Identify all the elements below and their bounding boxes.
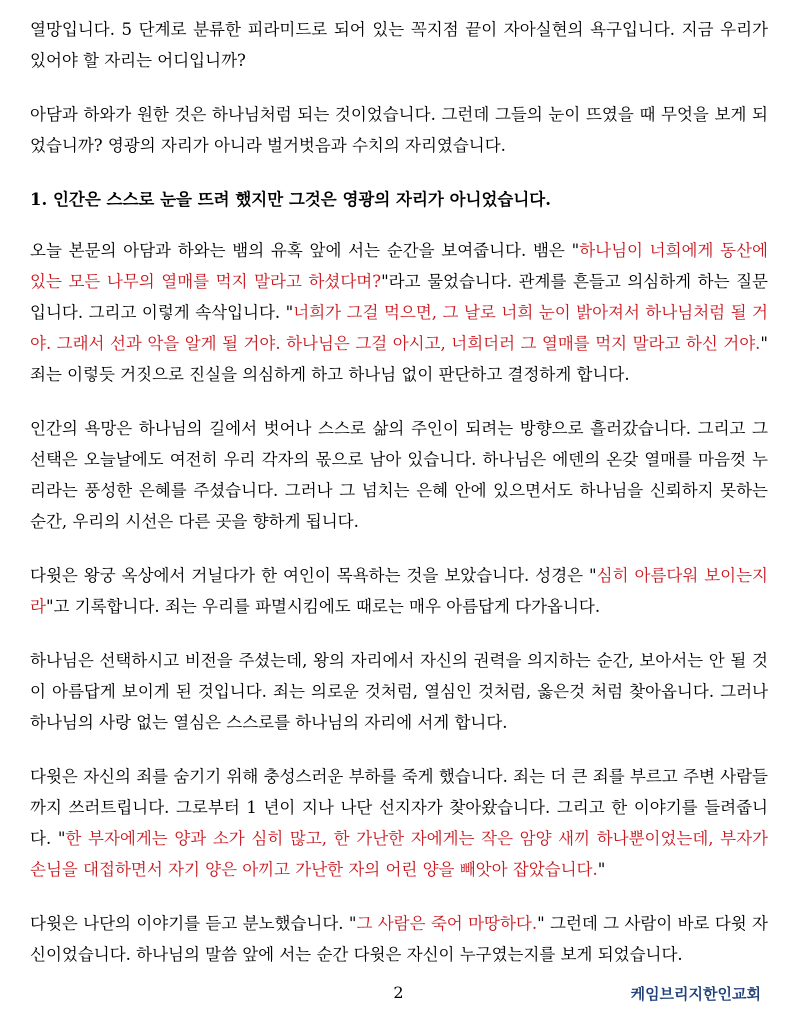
quote-scripture: 심히 아름다워 보이는지라 [30, 566, 768, 616]
paragraph-adam-eve: 아담과 하와가 원한 것은 하나님처럼 되는 것이었습니다. 그런데 그들의 눈이 뜨였을 때 무엇을 보게 되었습니까? 영광의 자리가 아니라 벌거벗음과 수치의 자리였습니다. [30, 105, 768, 155]
paragraph-david-rooftop: 다윗은 왕궁 옥상에서 거닐다가 한 여인이 목욕하는 것을 보았습니다. 성경은 "심히 아름다워 보이는지라"고 기록합니다. 죄는 우리를 파멸시킴에도 때로는 매우 아름답게 다가옵니다. [30, 566, 768, 616]
quote-serpent-question: 하나님이 너희에게 동산에 있는 모든 나무의 열매를 먹지 말라고 하셨다며? [30, 241, 768, 291]
paragraph-desire: 인간의 욕망은 하나님의 길에서 벗어나 스스로 삶의 주인이 되려는 방향으로 흘러갔습니다. 그리고 그 선택은 오늘날에도 여전히 우리 각자의 몫으로 남아 있습니다. 하나님은 에덴의 온갖 열매를 마음껏 누리라는 풍성한 은혜를 주셨습니다. 그러나 그 넘치는 은혜 안에 있으면서도 하나님을 신뢰하지 못하는 순간, 우리의 시선은 다른 곳을 향하게 됩니다. [30, 419, 768, 531]
quote-david: 그 사람은 죽어 마땅하다. [356, 914, 538, 933]
paragraph-david-anger: 다윗은 나단의 이야기를 듣고 분노했습니다. "그 사람은 죽어 마땅하다." 그런데 그 사람이 바로 다윗 자신이었습니다. 하나님의 말씀 앞에 서는 순간 다윗은 자신이 누구였는지를 보게 되었습니다. [30, 914, 768, 964]
paragraph-nathan: 다윗은 자신의 죄를 숨기기 위해 충성스러운 부하를 죽게 했습니다. 죄는 더 큰 죄를 부르고 주변 사람들까지 쓰러트립니다. 그로부터 1 년이 지나 나단 선지자가 찾아왔습니다. 그리고 한 이야기를 들려줍니다. "한 부자에게는 양과 소가 심히 많고, 한 가난한 자에게는 작은 암양 새끼 하나뿐이었는데, 부자가 손님을 대접하면서 자기 양은 아끼고 가난한 자의 어린 양을 빼앗아 잡았습니다." [30, 767, 768, 879]
paragraph-serpent: 오늘 본문의 아담과 하와는 뱀의 유혹 앞에 서는 순간을 보여줍니다. 뱀은 "하나님이 너희에게 동산에 있는 모든 나무의 열매를 먹지 말라고 하셨다며?"라고 물었습니다. 관계를 흔들고 의심하게 하는 질문입니다. 그리고 이렇게 속삭입니다. "너희가 그걸 먹으면, 그 날로 너희 눈이 밝아져서 하나님처럼 될 거야. 그래서 선과 악을 알게 될 거야. 하나님은 그걸 아시고, 너희더러 그 열매를 먹지 말라고 하신 거야." 죄는 이렇듯 거짓으로 진실을 의심하게 하고 하나님 없이 판단하고 결정하게 합니다. [30, 241, 768, 384]
paragraph-intro: 열망입니다. 5 단계로 분류한 피라미드로 되어 있는 꼭지점 끝이 자아실현의 욕구입니다. 지금 우리가 있어야 할 자리는 어디입니까? [30, 20, 768, 70]
paragraph-vision: 하나님은 선택하시고 비전을 주셨는데, 왕의 자리에서 자신의 권력을 의지하는 순간, 보아서는 안 될 것이 아름답게 보이게 된 것입니다. 죄는 의로운 것처럼, 열심인 것처럼, 옳은것 처럼 찾아옵니다. 그러나 하나님의 사랑 없는 열심은 스스로를 하나님의 자리에 서게 합니다. [30, 651, 768, 732]
church-name: 케임브리지한인교회 [630, 985, 761, 1003]
quote-nathan-story: 한 부자에게는 양과 소가 심히 많고, 한 가난한 자에게는 작은 암양 새끼 하나뿐이었는데, 부자가 손님을 대접하면서 자기 양은 아끼고 가난한 자의 어린 양을 빼앗아 잡았습니다. [30, 829, 768, 879]
page-number: 2 [393, 983, 404, 1002]
quote-serpent-whisper: 너희가 그걸 먹으면, 그 날로 너희 눈이 밝아져서 하나님처럼 될 거야. 그래서 선과 악을 알게 될 거야. 하나님은 그걸 아시고, 너희더러 그 열매를 먹지 말라고 하신 거야. [30, 303, 768, 353]
section-heading: 1. 인간은 스스로 눈을 뜨려 했지만 그것은 영광의 자리가 아니었습니다. [30, 190, 551, 209]
sermon-page [30, 14, 768, 993]
